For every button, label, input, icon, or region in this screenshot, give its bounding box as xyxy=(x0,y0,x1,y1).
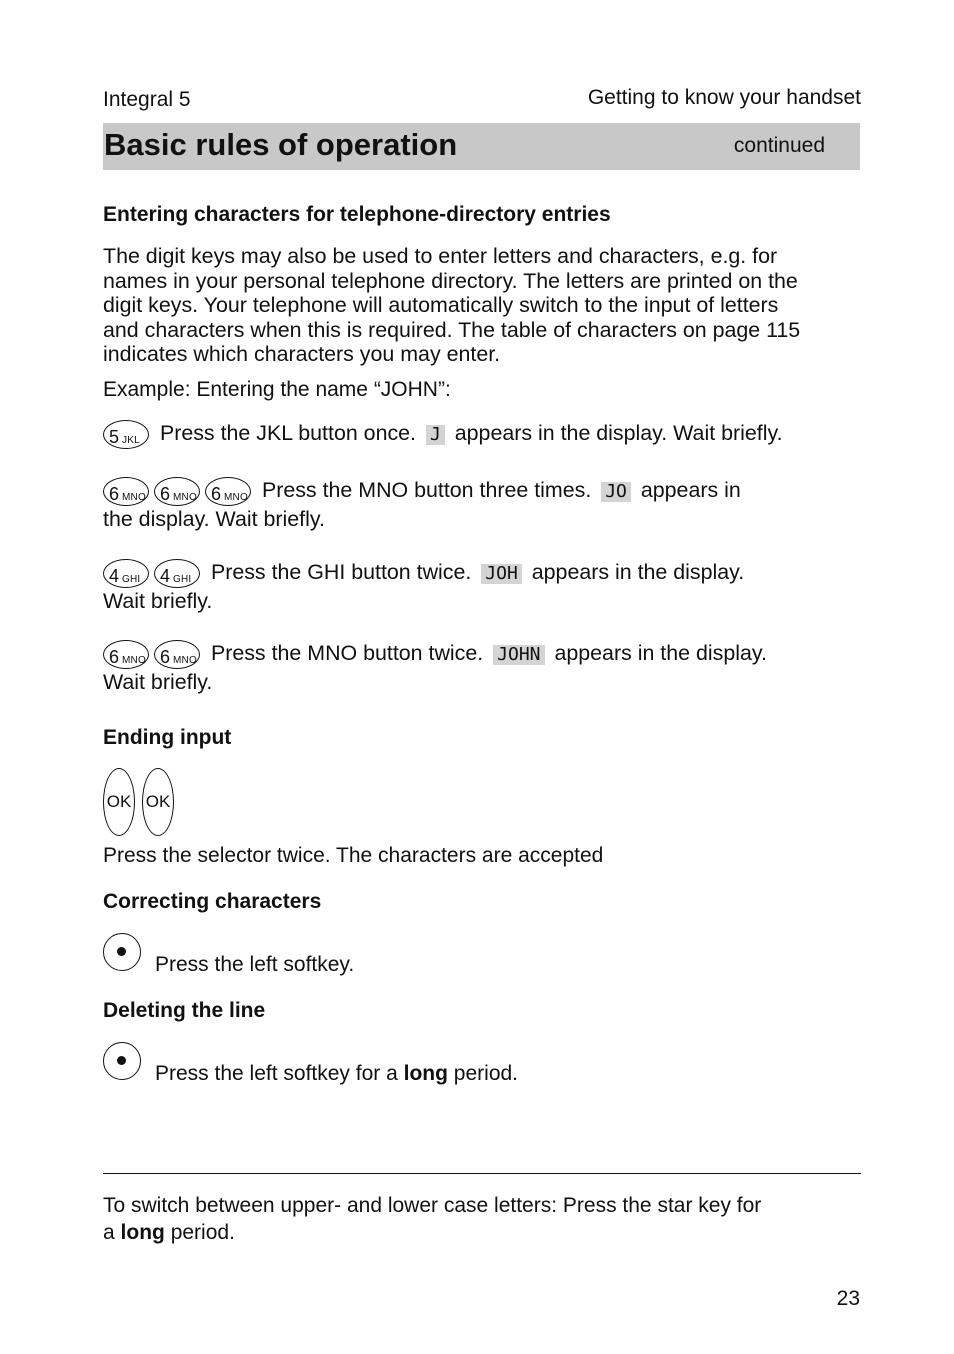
left-softkey-icon xyxy=(103,1042,141,1080)
title-bar xyxy=(103,123,860,170)
step-text: appears in the display. xyxy=(531,560,745,585)
display-readout: J xyxy=(426,425,445,445)
left-softkey-icon xyxy=(103,933,141,971)
footnote xyxy=(103,1192,761,1246)
header-left: Integral 5 xyxy=(103,88,191,111)
key-6-mno-icon: 6 MNO xyxy=(103,477,149,506)
step-2 xyxy=(103,477,863,532)
paragraph-line: The digit keys may also be used to enter letters and characters, e.g. for xyxy=(103,244,778,268)
emphasis: long xyxy=(403,1062,448,1085)
key-4-ghi-icon: 4 GHI xyxy=(154,559,200,588)
step-1 xyxy=(103,420,863,449)
key-4-ghi-icon: 4 GHI xyxy=(103,559,149,588)
page-title: Basic rules of operation xyxy=(104,127,458,162)
paragraph-line: and characters when this is required. The table of characters on page 115 xyxy=(103,317,801,342)
section-heading-entering: Entering characters for telephone-directory entries xyxy=(103,203,611,226)
header-right: Getting to know your handset xyxy=(587,86,861,109)
display-readout: JOHN xyxy=(493,645,544,665)
section-heading-correcting: Correcting characters xyxy=(103,890,322,913)
divider xyxy=(103,1173,861,1174)
section-heading-ending: Ending input xyxy=(103,726,232,749)
step-text: Press the JKL button once. xyxy=(159,421,417,446)
page-number: 23 xyxy=(836,1287,860,1310)
deleting-text: Press the left softkey for a long period. xyxy=(155,1062,519,1085)
display-readout: JO xyxy=(601,482,631,502)
step-continuation: the display. Wait briefly. xyxy=(103,507,325,531)
intro-paragraph xyxy=(103,244,863,367)
key-6-mno-icon: 6 MNO xyxy=(154,640,200,669)
display-readout: JOH xyxy=(481,564,522,584)
key-6-mno-icon: 6 MNO xyxy=(103,640,149,669)
key-5-jkl-icon: 5 JKL xyxy=(103,420,149,449)
step-text: appears in xyxy=(640,478,741,503)
emphasis: long xyxy=(120,1221,165,1244)
step-3 xyxy=(103,559,863,614)
ok-key-icon: OK xyxy=(103,768,135,836)
correcting-text: Press the left softkey. xyxy=(155,953,355,976)
paragraph-line: indicates which characters you may enter. xyxy=(103,342,501,366)
key-6-mno-icon: 6 MNO xyxy=(205,477,251,506)
continued-label: continued xyxy=(733,134,825,157)
footnote-line: To switch between upper- and lower case letters: Press the star key for xyxy=(103,1194,762,1217)
step-continuation: Wait briefly. xyxy=(103,589,213,613)
step-text: Press the MNO button twice. xyxy=(210,641,484,666)
key-6-mno-icon: 6 MNO xyxy=(154,477,200,506)
step-text: Press the GHI button twice. xyxy=(210,560,472,585)
paragraph-line: digit keys. Your telephone will automatically switch to the input of letters xyxy=(103,293,779,317)
step-text: appears in the display. xyxy=(554,641,767,666)
step-text: appears in the display. Wait briefly. xyxy=(454,421,783,446)
paragraph-line: names in your personal telephone directory. The letters are printed on the xyxy=(103,268,798,293)
example-label: Example: Entering the name “JOHN”: xyxy=(103,378,451,401)
footnote-line: a long period. xyxy=(103,1221,235,1244)
ok-key-icon: OK xyxy=(142,768,174,836)
step-text: Press the MNO button three times. xyxy=(261,478,592,503)
ending-text: Press the selector twice. The characters are accepted xyxy=(103,844,604,867)
step-continuation: Wait briefly. xyxy=(103,670,213,694)
step-4 xyxy=(103,640,863,695)
section-heading-deleting: Deleting the line xyxy=(103,999,266,1022)
